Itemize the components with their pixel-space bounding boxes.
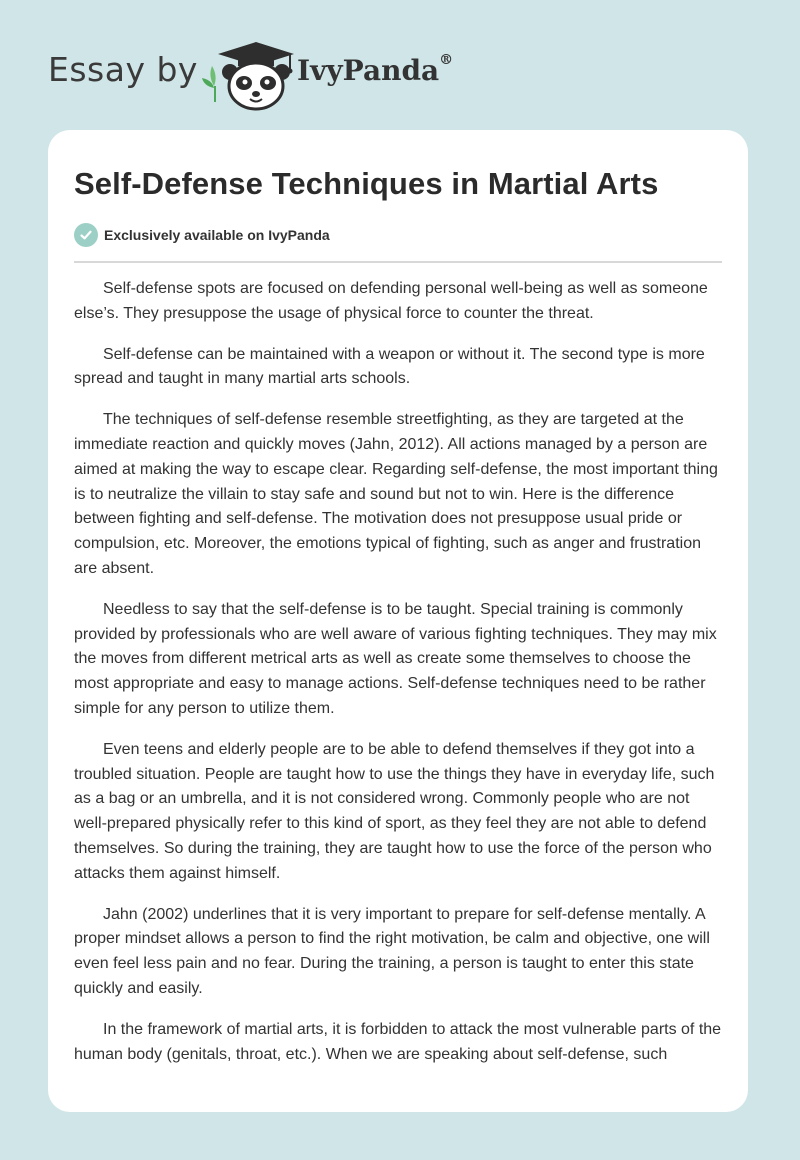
brand-name[interactable] (297, 54, 453, 87)
registered-mark: ® (439, 52, 454, 68)
essay-by-label: Essay by (48, 50, 198, 89)
paragraph: Self-defense spots are focused on defending personal well-being as well as someone else’s. They presuppose the usage of physical force to counter the threat. (74, 280, 708, 322)
exclusive-badge (74, 223, 330, 247)
paragraph: In the framework of martial arts, it is forbidden to attack the most vulnerable parts of the human body (genitals, throat, etc.). When we are speaking about self-defense, such (74, 1020, 722, 1063)
page-title: Self-Defense Techniques in Martial Arts (74, 166, 659, 201)
paragraph: Jahn (2002) underlines that it is very important to prepare for self-defense mentally. A proper mindset allows a person to find the right motivation, be calm and objective, one will even feel less pain and no fear. During the training, a person is taught to enter this state quickly and easily. (74, 905, 710, 997)
paragraph: Even teens and elderly people are to be able to defend themselves if they got into a troubled situation. People are taught how to use the things they have in everyday life, such as a bag or an umbrella, and it is not considered wrong. Commonly people who are not well-prepared physically refer to this kind of sport, as they feel they are not able to defend themselves. So during the training, they are taught how to use the force of the person who attacks them against himself. (74, 740, 715, 882)
divider (74, 261, 722, 263)
site-header (0, 0, 800, 120)
check-circle-icon (74, 223, 98, 247)
exclusive-badge-label: Exclusively available on IvyPanda (104, 227, 330, 243)
essay-card (48, 130, 748, 1112)
paragraph: Needless to say that the self-defense is to be taught. Special training is commonly provided by professionals who are well aware of various fighting techniques. They may mix the moves from different metrical arts as well as create some themselves to choose the most appropriate and easy to manage actions. Self-defense techniques need to be rather simple for any person to utilize them. (74, 600, 717, 717)
paragraph: Self-defense can be maintained with a weapon or without it. The second type is more spread and taught in many martial arts schools. (74, 345, 705, 388)
essay-body (74, 277, 724, 1083)
brand-label: IvyPanda (297, 54, 440, 87)
panda-graduation-cap-icon (200, 36, 296, 112)
paragraph: The techniques of self-defense resemble streetfighting, as they are targeted at the immediate reaction and quickly moves (Jahn, 2012). All actions managed by a person are aimed at making the way to escape clear. Regarding self-defense, the most important thing is to neutralize the villain to stay safe and sound but not to win. Here is the difference between fighting and self-defense. The motivation does not presuppose usual pride or compulsion, etc. Moreover, the emotions typical of fighting, such as anger and frustration are absent. (74, 411, 718, 577)
